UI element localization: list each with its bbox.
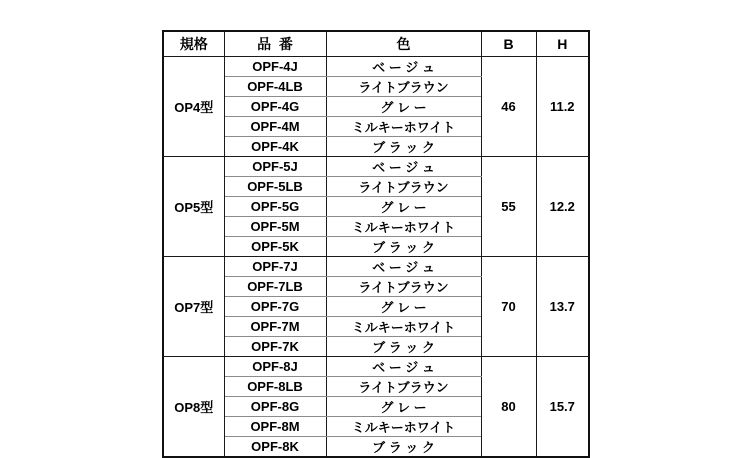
color-cell: ブ ラ ッ ク: [326, 337, 481, 357]
part-number-cell: OPF-4G: [224, 97, 326, 117]
b-value-cell: 70: [481, 257, 536, 357]
h-value-cell: 11.2: [536, 57, 589, 157]
color-cell: ベ ー ジ ュ: [326, 157, 481, 177]
header-row: [163, 31, 589, 57]
color-cell: ミルキーホワイト: [326, 117, 481, 137]
part-number-cell: OPF-5LB: [224, 177, 326, 197]
color-cell: ミルキーホワイト: [326, 317, 481, 337]
spec-table-container: [162, 30, 590, 458]
part-number-cell: OPF-8G: [224, 397, 326, 417]
color-cell: ブ ラ ッ ク: [326, 237, 481, 257]
part-number-cell: OPF-7G: [224, 297, 326, 317]
h-value-cell: 13.7: [536, 257, 589, 357]
part-number-cell: OPF-8K: [224, 437, 326, 458]
table-row: [163, 157, 589, 177]
part-number-cell: OPF-4J: [224, 57, 326, 77]
spec-cell: OP4型: [163, 57, 224, 157]
part-number-cell: OPF-7J: [224, 257, 326, 277]
color-cell: ベ ー ジ ュ: [326, 257, 481, 277]
part-number-cell: OPF-4K: [224, 137, 326, 157]
part-number-cell: OPF-4LB: [224, 77, 326, 97]
color-cell: ミルキーホワイト: [326, 217, 481, 237]
part-number-cell: OPF-7LB: [224, 277, 326, 297]
part-number-cell: OPF-8LB: [224, 377, 326, 397]
table-row: [163, 257, 589, 277]
b-value-cell: 46: [481, 57, 536, 157]
b-value-cell: 55: [481, 157, 536, 257]
column-header: H: [536, 31, 589, 57]
table-row: [163, 57, 589, 77]
part-number-cell: OPF-7M: [224, 317, 326, 337]
column-header: 品 番: [224, 31, 326, 57]
color-cell: ブ ラ ッ ク: [326, 137, 481, 157]
color-cell: グ レ ー: [326, 397, 481, 417]
spec-table: [162, 30, 590, 458]
b-value-cell: 80: [481, 357, 536, 458]
color-cell: ミルキーホワイト: [326, 417, 481, 437]
part-number-cell: OPF-5K: [224, 237, 326, 257]
part-number-cell: OPF-5G: [224, 197, 326, 217]
h-value-cell: 15.7: [536, 357, 589, 458]
part-number-cell: OPF-7K: [224, 337, 326, 357]
color-cell: グ レ ー: [326, 297, 481, 317]
part-number-cell: OPF-5J: [224, 157, 326, 177]
column-header: 色: [326, 31, 481, 57]
table-body: [163, 57, 589, 458]
color-cell: グ レ ー: [326, 197, 481, 217]
part-number-cell: OPF-8J: [224, 357, 326, 377]
color-cell: ライトブラウン: [326, 277, 481, 297]
color-cell: ライトブラウン: [326, 77, 481, 97]
spec-cell: OP8型: [163, 357, 224, 458]
part-number-cell: OPF-5M: [224, 217, 326, 237]
spec-cell: OP5型: [163, 157, 224, 257]
color-cell: ベ ー ジ ュ: [326, 57, 481, 77]
color-cell: ブ ラ ッ ク: [326, 437, 481, 458]
color-cell: ライトブラウン: [326, 177, 481, 197]
spec-cell: OP7型: [163, 257, 224, 357]
h-value-cell: 12.2: [536, 157, 589, 257]
color-cell: ライトブラウン: [326, 377, 481, 397]
part-number-cell: OPF-8M: [224, 417, 326, 437]
column-header: 規格: [163, 31, 224, 57]
column-header: B: [481, 31, 536, 57]
table-row: [163, 357, 589, 377]
color-cell: グ レ ー: [326, 97, 481, 117]
color-cell: ベ ー ジ ュ: [326, 357, 481, 377]
part-number-cell: OPF-4M: [224, 117, 326, 137]
table-head: [163, 31, 589, 57]
